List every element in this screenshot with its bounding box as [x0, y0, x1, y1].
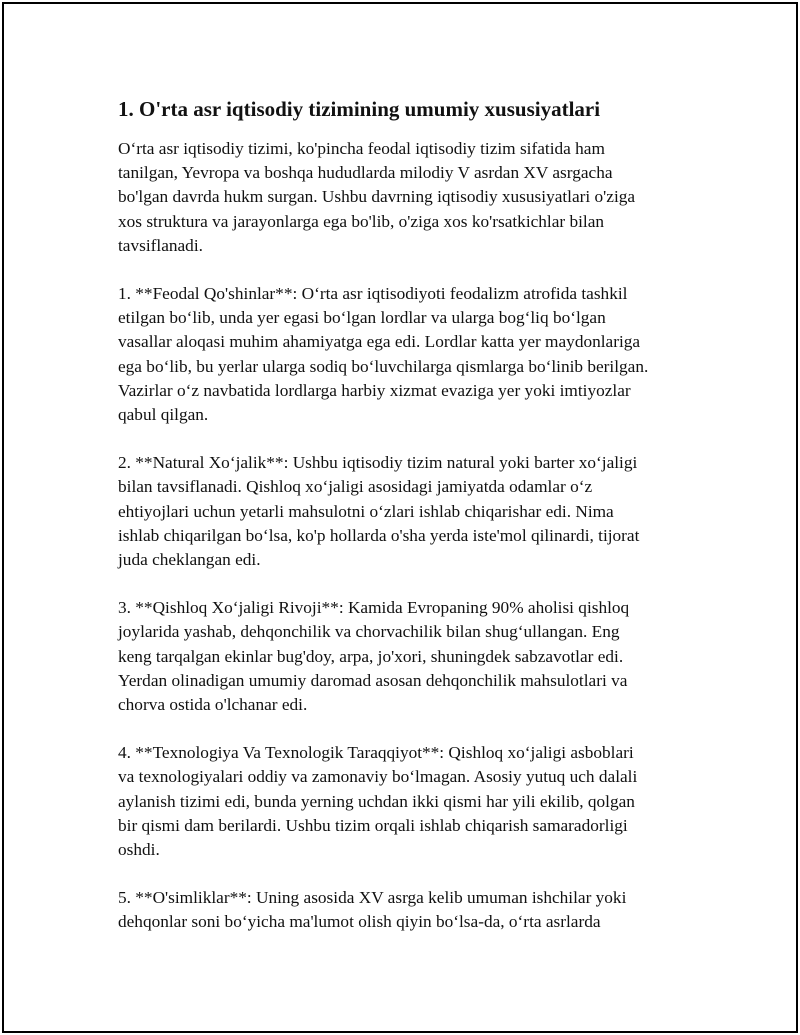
paragraph-line: etilgan bo‘lib, unda yer egasi bo‘lgan lordlar va ularga bog‘liq bo‘lgan — [118, 308, 606, 328]
intro-paragraph — [118, 137, 708, 258]
section-2-paragraph — [118, 451, 708, 572]
paragraph-line: ega bo‘lib, bu yerlar ularga sodiq bo‘luvchilarga qismlarga bo‘linib berilgan. — [118, 356, 649, 376]
document-page — [2, 2, 798, 1033]
paragraph-line: oshdi. — [118, 840, 160, 860]
paragraph-line: keng tarqalgan ekinlar bug'doy, arpa, jo'xori, shuningdek sabzavotlar edi. — [118, 646, 624, 666]
paragraph-line: 3. **Qishloq Xo‘jaligi Rivoji**: Kamida Evropaning 90% aholisi qishloq — [118, 598, 630, 618]
paragraph-line: 5. **O'simliklar**: Uning asosida XV asrga kelib umuman ishchilar yoki — [118, 888, 627, 908]
paragraph-line: ehtiyojlari uchun yetarli mahsulotni o‘zlari ishlab chiqarishar edi. Nima — [118, 501, 614, 521]
document-title: 1. O'rta asr iqtisodiy tizimining umumiy xususiyatlari — [118, 97, 601, 121]
paragraph-line: juda cheklangan edi. — [118, 550, 261, 570]
paragraph-line: 1. **Feodal Qo'shinlar**: O‘rta asr iqtisodiyoti feodalizm atrofida tashkil — [118, 284, 628, 304]
paragraph-line: ishlab chiqarilgan bo‘lsa, ko'p hollarda o'sha yerda iste'mol qilinardi, tijorat — [118, 525, 640, 545]
paragraph-line: chorva ostida o'lchanar edi. — [118, 695, 308, 715]
paragraph-line: Yerdan olinadigan umumiy daromad asosan dehqonchilik mahsulotlari va — [118, 670, 628, 690]
paragraph-line: xos struktura va jarayonlarga ega bo'lib, o'ziga xos ko'rsatkichlar bilan — [118, 211, 605, 231]
paragraph-line: O‘rta asr iqtisodiy tizimi, ko'pincha feodal iqtisodiy tizim sifatida ham — [118, 139, 605, 158]
paragraph-line: vasallar aloqasi muhim ahamiyatga ega edi. Lordlar katta yer maydonlariga — [118, 332, 641, 352]
paragraph-line: va texnologiyalari oddiy va zamonaviy bo‘lmagan. Asosiy yutuq uch dalali — [118, 767, 638, 787]
paragraph-line: 4. **Texnologiya Va Texnologik Taraqqiyot**: Qishloq xo‘jaligi asboblari — [118, 743, 634, 763]
paragraph-line: tavsiflanadi. — [118, 235, 203, 255]
document-body — [118, 94, 708, 959]
section-3-paragraph — [118, 596, 708, 717]
paragraph-line: qabul qilgan. — [118, 405, 209, 425]
paragraph-line: tanilgan, Yevropa va boshqa hududlarda milodiy V asrdan XV asrgacha — [118, 163, 613, 183]
paragraph-line: bilan tavsiflanadi. Qishloq xo‘jaligi asosidagi jamiyatda odamlar o‘z — [118, 477, 593, 497]
paragraph-line: aylanish tizimi edi, bunda yerning uchdan ikki qismi har yili ekilib, qolgan — [118, 791, 635, 811]
section-1-paragraph — [118, 282, 708, 427]
paragraph-line: 2. **Natural Xo‘jalik**: Ushbu iqtisodiy tizim natural yoki barter xo‘jaligi — [118, 453, 638, 473]
paragraph-line: joylarida yashab, dehqonchilik va chorvachilik bilan shug‘ullangan. Eng — [118, 622, 620, 642]
paragraph-line: bo'lgan davrda hukm surgan. Ushbu davrning iqtisodiy xususiyatlari o'ziga — [118, 187, 636, 207]
paragraph-line: bir qismi dam berilardi. Ushbu tizim orqali ishlab chiqarish samaradorligi — [118, 815, 628, 835]
paragraph-line: Vazirlar o‘z navbatida lordlarga harbiy xizmat evaziga yer yoki imtiyozlar — [118, 380, 631, 400]
paragraph-line: dehqonlar soni bo‘yicha ma'lumot olish qiyin bo‘lsa-da, o‘rta asrlarda — [118, 912, 601, 932]
section-4-paragraph — [118, 741, 708, 862]
section-5-paragraph — [118, 886, 708, 934]
